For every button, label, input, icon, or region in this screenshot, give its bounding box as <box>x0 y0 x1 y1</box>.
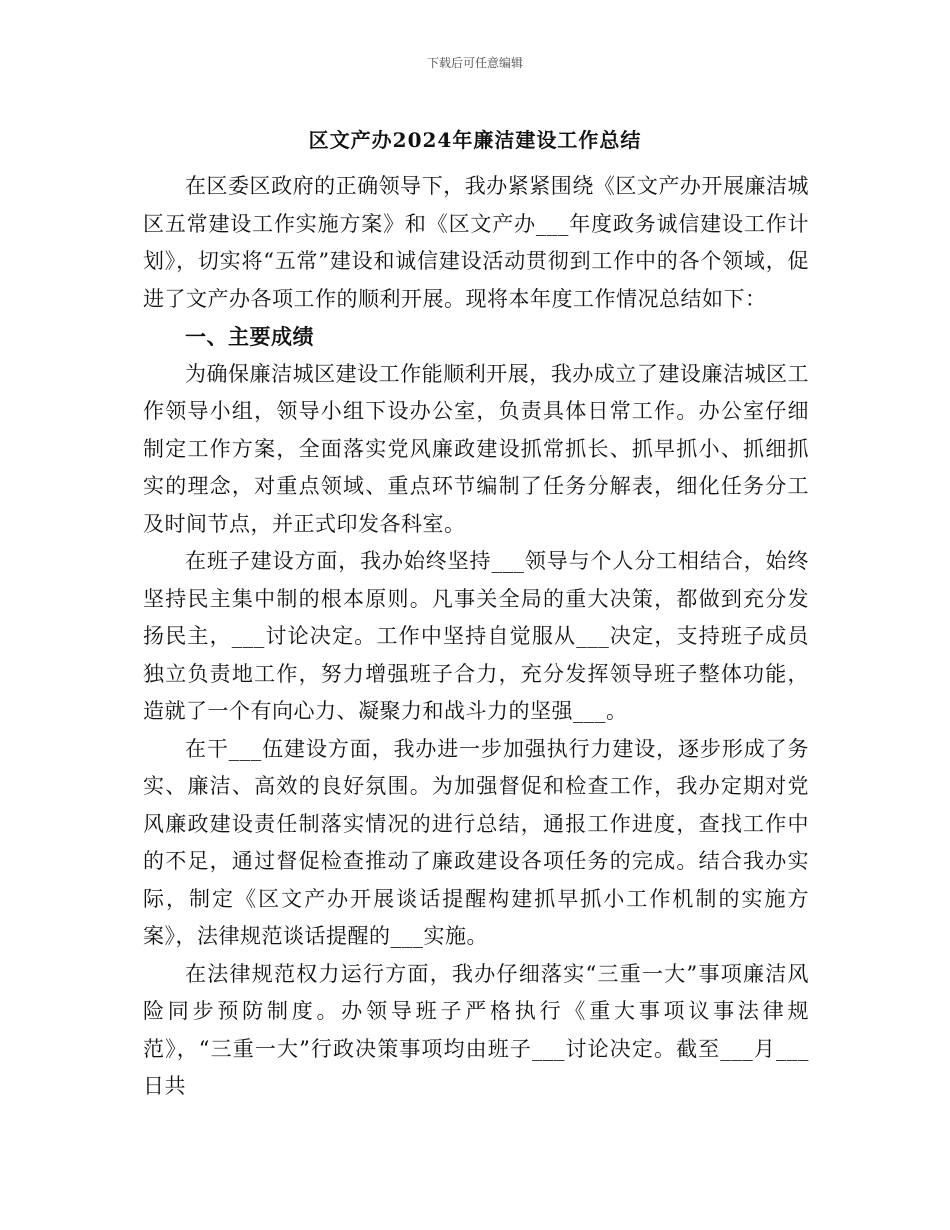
body-paragraph: 为确保廉洁城区建设工作能顺利开展，我办成立了建设廉洁城区工作领导小组，领导小组下设办公室，负责具体日常工作。办公室仔细制定工作方案，全面落实党风廉政建设抓常抓长、抓早抓小、抓细抓实的理念，对重点领域、重点环节编制了任务分解表，细化任务分工及时间节点，并正式印发各科室。 <box>143 361 809 536</box>
body-paragraph: 在法律规范权力运行方面，我办仔细落实“三重一大”事项廉洁风险同步预防制度。办领导班子严格执行《重大事项议事法律规范》，“三重一大”行政决策事项均由班子___讨论决定。截至___月___日共 <box>143 961 809 1098</box>
body-paragraph: 在干___伍建设方面，我办进一步加强执行力建设，逐步形成了务实、廉洁、高效的良好氛围。为加强督促和检查工作，我办定期对党风廉政建设责任制落实情况的进行总结，通报工作进度，查找工作中的不足，通过督促检查推动了廉政建设各项任务的完成。结合我办实际，制定《区文产办开展谈话提醒构建抓早抓小工作机制的实施方案》，法律规范谈话提醒的___实施。 <box>143 736 809 948</box>
page-header-note: 下载后可任意编辑 <box>426 56 523 70</box>
intro-paragraph: 在区委区政府的正确领导下，我办紧紧围绕《区文产办开展廉洁城区五常建设工作实施方案》和《区文产办___年度政务诚信建设工作计划》，切实将“五常”建设和诚信建设活动贯彻到工作中的各个领域，促进了文产办各项工作的顺利开展。现将本年度工作情况总结如下： <box>143 174 809 311</box>
body-paragraph: 在班子建设方面，我办始终坚持___领导与个人分工相结合，始终坚持民主集中制的根本原则。凡事关全局的重大决策，都做到充分发扬民主，___讨论决定。工作中坚持自觉服从___决定，支持班子成员独立负责地工作，努力增强班子合力，充分发挥领导班子整体功能，造就了一个有向心力、凝聚力和战斗力的坚强___。 <box>143 549 809 723</box>
document-title: 区文产办2024年廉洁建设工作总结 <box>308 128 642 152</box>
section-heading: 一、主要成绩 <box>185 324 314 349</box>
document-body <box>143 168 809 1106</box>
